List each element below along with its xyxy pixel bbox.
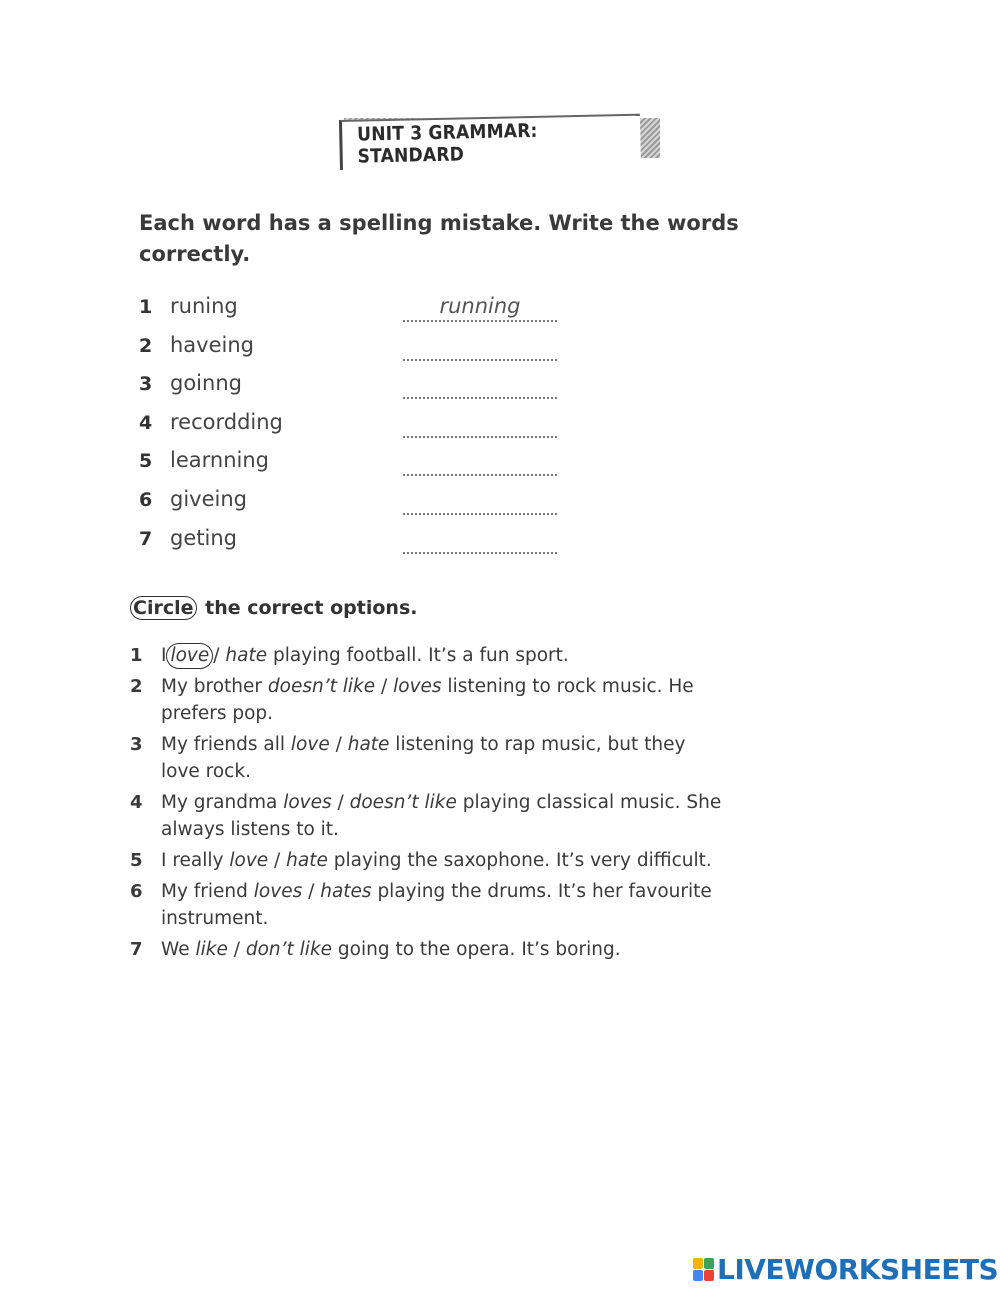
answer-field[interactable] (403, 538, 557, 554)
option-item (130, 789, 730, 843)
item-number: 1 (139, 296, 153, 318)
option-b[interactable]: hate (347, 734, 390, 755)
option-item (130, 936, 730, 963)
spelling-item (139, 406, 569, 445)
option-item (130, 878, 730, 932)
item-number: 6 (130, 881, 143, 902)
option-item (130, 673, 730, 727)
sentence-start: I really (161, 850, 230, 871)
option-a[interactable]: loves (283, 792, 332, 813)
spelling-instructions: Each word has a spelling mistake. Write the words correctly. (139, 211, 739, 266)
liveworksheets-logo[interactable] (693, 1254, 998, 1284)
logo-grid-icon (693, 1258, 713, 1280)
item-number: 4 (130, 792, 143, 813)
sentence-start: My friends all (161, 734, 291, 755)
title-banner-box (339, 114, 641, 170)
answer-field[interactable] (403, 422, 557, 438)
sentence-end: playing the drums. It’s her favourite instrument. (161, 881, 712, 929)
misspelled-word: geting (170, 525, 237, 550)
sentence-start: My grandma (161, 792, 284, 813)
item-number: 3 (139, 373, 153, 396)
option-a[interactable]: loves (253, 881, 303, 902)
spelling-item (139, 444, 569, 483)
sentence-end: listening to rock music. He prefers pop. (161, 676, 694, 724)
circle-instructions (130, 596, 417, 620)
sentence-end: listening to rap music, but they love rock. (161, 734, 686, 782)
option-separator: / (329, 734, 348, 755)
option-a[interactable]: like (195, 939, 228, 960)
answer-field[interactable] (403, 383, 557, 399)
option-b[interactable]: hate (286, 850, 328, 871)
title-banner (340, 118, 656, 168)
option-b[interactable]: loves (393, 676, 442, 697)
option-separator: / (213, 645, 226, 666)
spelling-list (139, 290, 569, 560)
option-b[interactable]: doesn’t like (349, 792, 457, 813)
sentence-start: My friend (161, 881, 254, 902)
answer-field[interactable] (403, 345, 557, 361)
answer-field[interactable] (403, 460, 557, 476)
options-list (130, 642, 730, 967)
answer-field[interactable] (403, 499, 557, 515)
item-number: 5 (139, 450, 153, 473)
misspelled-word: runing (170, 294, 238, 318)
item-number: 7 (130, 939, 143, 960)
item-number: 3 (130, 734, 143, 755)
item-number: 6 (139, 488, 153, 511)
option-separator: / (227, 939, 246, 960)
item-number: 2 (139, 334, 153, 357)
option-item (130, 642, 730, 669)
spelling-item (139, 290, 569, 329)
misspelled-word: giveing (170, 486, 247, 511)
page-title: UNIT 3 GRAMMAR: STANDARD (356, 119, 538, 168)
sentence-end: going to the opera. It’s boring. (332, 939, 621, 960)
sentence-end: playing the saxophone. It’s very difficult. (327, 850, 712, 871)
option-a[interactable]: love (229, 850, 269, 871)
sentence-end: playing classical music. She always listens to it. (161, 792, 722, 840)
item-number: 4 (139, 411, 153, 434)
option-a[interactable]: doesn’t like (267, 676, 376, 697)
option-a[interactable]: love (166, 643, 213, 669)
option-separator: / (375, 676, 394, 697)
item-number: 5 (130, 850, 143, 871)
sentence-start: I (161, 645, 167, 666)
misspelled-word: haveing (170, 332, 254, 357)
option-b[interactable]: hate (225, 645, 268, 666)
spelling-item (139, 329, 569, 368)
option-b[interactable]: hates (320, 881, 372, 902)
item-number: 7 (139, 527, 153, 550)
sentence-end: playing football. It’s a fun sport. (267, 645, 569, 666)
spelling-item (139, 522, 569, 561)
option-separator: / (302, 881, 321, 902)
sentence-start: My brother (161, 676, 268, 697)
misspelled-word: recordding (170, 409, 283, 434)
misspelled-word: goinng (170, 371, 242, 396)
option-separator: / (268, 850, 287, 871)
item-number: 2 (130, 676, 143, 697)
spelling-item (139, 367, 569, 406)
option-separator: / (331, 792, 350, 813)
option-b[interactable]: don’t like (245, 939, 333, 960)
option-item (130, 731, 730, 785)
circled-word: Circle (130, 596, 197, 620)
instruction-rest: the correct options. (198, 597, 418, 619)
spelling-item (139, 483, 569, 522)
item-number: 1 (130, 645, 143, 666)
option-a[interactable]: love (290, 734, 330, 755)
logo-text: LIVEWORKSHEETS (717, 1252, 999, 1286)
option-item (130, 847, 730, 874)
misspelled-word: learnning (170, 448, 269, 473)
sentence-start: We (161, 939, 196, 960)
answer-field[interactable]: running (403, 294, 557, 322)
